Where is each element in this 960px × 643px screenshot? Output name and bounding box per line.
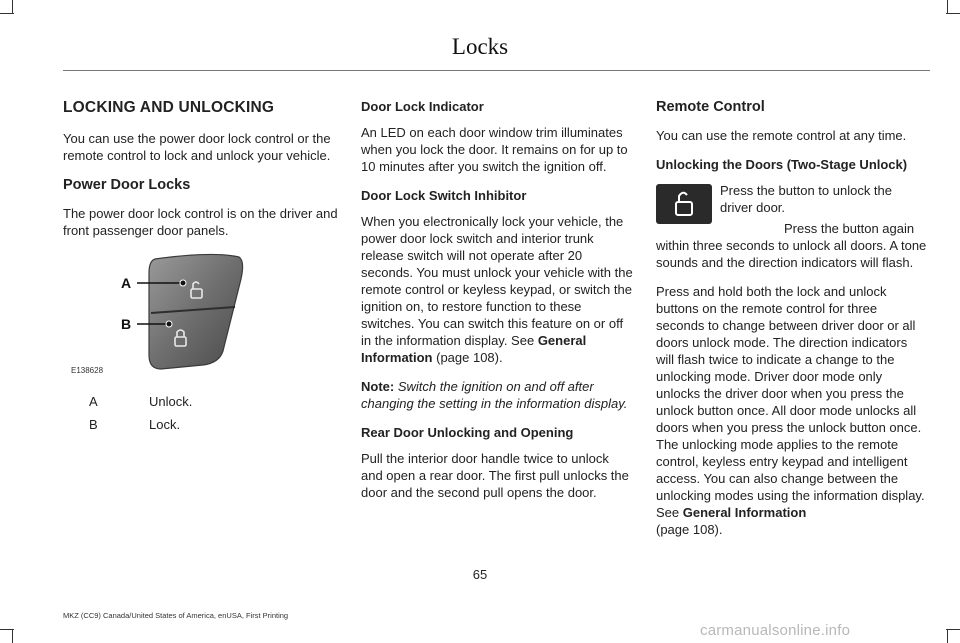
inhibitor-text: When you electronically lock your vehicle, the power door lock switch and interior trunk release switch will not operate after 20 seconds. You must unlock your vehicle with the remote control or keyless keypad, or switch the ignition on, to restore function to these switches. You can switch this feature on or off in the information display. See bbox=[361, 214, 633, 348]
remote-control-heading: Remote Control bbox=[656, 99, 765, 115]
indicator-paragraph: An LED on each door window trim illuminates when you lock the door. It remains on for up to 10 minutes after you switch the ignition off. bbox=[361, 125, 628, 174]
callout-label-b: B bbox=[121, 316, 132, 332]
legend-key: A bbox=[89, 394, 98, 409]
hold-paragraph bbox=[656, 283, 928, 538]
legend-value: Lock. bbox=[149, 417, 181, 432]
crop-mark-top-left-h bbox=[0, 13, 14, 14]
power-locks-heading: Power Door Locks bbox=[63, 177, 191, 193]
door-lock-switch-illustration bbox=[63, 251, 333, 381]
crop-mark-bottom-left-h bbox=[0, 629, 14, 630]
page-number: 65 bbox=[472, 567, 488, 582]
intro-paragraph: You can use the power door lock control or the remote control to lock and unlock your vehicle. bbox=[63, 131, 331, 163]
crop-mark-top-right bbox=[947, 0, 948, 14]
watermark: carmanualsonline.info bbox=[700, 622, 851, 639]
legend-row bbox=[63, 416, 192, 439]
column-1 bbox=[63, 98, 339, 439]
note-label: Note: bbox=[361, 379, 395, 394]
crop-mark-bottom-left bbox=[12, 629, 13, 643]
remote-unlock-icon bbox=[656, 184, 712, 224]
rear-door-heading: Rear Door Unlocking and Opening bbox=[361, 425, 574, 440]
crop-mark-top-right-h bbox=[946, 13, 960, 14]
legend-value: Unlock. bbox=[149, 394, 193, 409]
page-title: Locks bbox=[451, 34, 509, 59]
legend-key: B bbox=[89, 417, 98, 432]
two-stage-unlock-heading: Unlocking the Doors (Two-Stage Unlock) bbox=[656, 157, 908, 172]
section-heading: LOCKING AND UNLOCKING bbox=[63, 99, 275, 116]
unlock-step-2: Press the button again within three seconds to unlock all doors. A tone sounds and the direction indicators will flash. bbox=[656, 221, 927, 270]
inhibitor-reference-link[interactable]: General Information bbox=[361, 333, 587, 365]
unlock-step-1: Press the button to unlock the driver door. bbox=[720, 183, 892, 215]
crop-mark-bottom-right bbox=[947, 629, 948, 643]
door-lock-switch-figure bbox=[63, 251, 333, 381]
header-divider bbox=[63, 70, 930, 71]
crop-mark-top-left bbox=[12, 0, 13, 14]
note-text: Switch the ignition on and off after changing the setting in the information display. bbox=[361, 379, 628, 411]
inhibitor-page-ref: (page 108). bbox=[432, 350, 503, 365]
legend-row bbox=[63, 393, 192, 416]
inhibitor-paragraph bbox=[361, 213, 633, 366]
hold-page-ref: (page 108). bbox=[656, 522, 723, 537]
power-locks-paragraph: The power door lock control is on the driver and front passenger door panels. bbox=[63, 206, 338, 238]
footer-text: MKZ (CC9) Canada/United States of America, enUSA, First Printing bbox=[63, 611, 289, 620]
rear-door-paragraph: Pull the interior door handle twice to unlock and open a rear door. The first pull unlocks the door and the second pull opens the door. bbox=[361, 451, 629, 500]
remote-control-paragraph: You can use the remote control at any time. bbox=[656, 128, 907, 143]
unlock-instruction-block bbox=[656, 182, 928, 271]
hold-text: Press and hold both the lock and unlock buttons on the remote control for three seconds to change between driver door or all doors unlock mode. The direction indicators will flash twice to indicate a change to the unlocking mode. Driver door mode only unlocks the driver door when you press the unlock button once. All door mode unlocks all doors when you press the unlock button once. The unlocking mode applies to the remote control, keyless entry keypad and intelligent access. You can also change between the unlocking modes using the information display. See bbox=[656, 284, 925, 520]
hold-reference-link[interactable]: General Information bbox=[682, 505, 807, 520]
callout-label-a: A bbox=[121, 275, 132, 291]
inhibitor-heading: Door Lock Switch Inhibitor bbox=[361, 188, 527, 203]
indicator-heading: Door Lock Indicator bbox=[361, 99, 484, 114]
figure-code: E138628 bbox=[71, 366, 104, 375]
column-3 bbox=[656, 98, 928, 550]
note-paragraph bbox=[361, 378, 633, 412]
column-2 bbox=[361, 98, 633, 513]
legend-table bbox=[63, 393, 192, 439]
crop-mark-bottom-right-h bbox=[946, 629, 960, 630]
